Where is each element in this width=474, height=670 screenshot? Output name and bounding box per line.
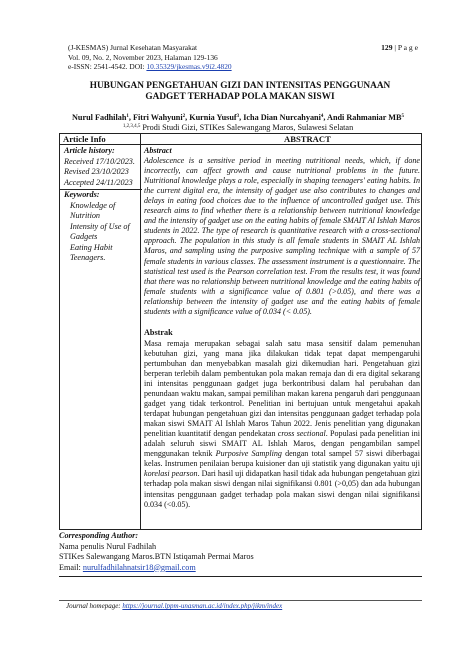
journal-volume: Vol. 09, No. 2, November 2023, Halaman 129-136: [68, 52, 218, 62]
author-4: , Icha Dian Nurcahyani: [239, 113, 321, 122]
journal-name: (J-KESMAS) Jurnal Kesehatan Masyarakat: [68, 43, 198, 52]
abstrak-italic-3: korelasi pearson: [144, 469, 198, 479]
keywords-label: Keywords:: [64, 190, 100, 199]
corresponding-institution: STIKes Salewangang Maros.BTN Istiqamah Permai Maros: [59, 552, 254, 561]
article-info-column: [64, 146, 138, 264]
author-2-sup: 2: [182, 114, 186, 119]
keyword-item: Eating Habit: [70, 242, 113, 252]
doi-link[interactable]: 10.35329/jkesmas.v9i2.4820: [146, 62, 232, 72]
abstrak-part-4: . Dari hasil uji didapatkan hasil tidak ada hubungan pengetahuan gizi terhadap pola makan siswi dengan nilai signifikansi 0.801 (>0,05) dan ada hubungan intensitas penggunaan gadget terhadap pola makan siswi dengan nilai signifikansi 0.034 (<0.05).: [144, 469, 420, 509]
homepage-label: Journal homepage:: [66, 602, 123, 610]
abstrak-part-2: . Populasi pada penelitian ini adalah seluruh siswi SMAIT AL Ishlah Maros, dengan pengambilan sampel menggunakan teknik: [144, 429, 420, 459]
affiliation-sup: 1,2,3,4,5: [122, 124, 141, 129]
article-title: [60, 81, 420, 103]
column-divider: [140, 134, 141, 529]
author-5-sup: 5: [401, 114, 404, 119]
author-1-sup: 1: [126, 114, 129, 119]
issn-doi-line: [68, 62, 232, 72]
email-link[interactable]: nurulfadhilahnatsir18@gmail.com: [82, 562, 196, 572]
page-number: [381, 43, 418, 52]
author-2: , Fitri Wahyuni: [128, 113, 183, 122]
history-label: Article history:: [64, 146, 115, 155]
title-line-2: GADGET TERHADAP POLA MAKAN SISWI: [145, 92, 335, 103]
author-5: , Andi Rahmaniar MB: [323, 113, 402, 122]
abstrak-italic-2: Purposive Sampling: [215, 449, 282, 459]
journal-header: [68, 43, 232, 72]
corresponding-author: [59, 531, 422, 573]
homepage-link[interactable]: https://journal.lppm-unasman.ac.id/index.php/jikm/index: [122, 602, 283, 610]
revised-date: Revised 23/10/2023: [64, 167, 129, 176]
keyword-item: Intensity of Use of: [70, 221, 130, 231]
page-number-value: 129: [381, 43, 393, 52]
abstrak-italic-1: cross sectional: [277, 429, 326, 439]
author-4-sup: 4: [320, 114, 324, 119]
abstract-label: Abstract: [144, 146, 172, 155]
abstrak-text: [144, 339, 420, 510]
abstract-text: Adolescence is a sensitive period in meeting nutritional needs, which, if done incorrectly, can affect growth and cause nutritional problems in the future. Nutritional knowledge plays a role, especially in shaping teenagers' eating habits. In the current digital era, the intensity of gadget use also contributes to changes and delays in eating food choices due to the influence of uncontrolled gadget use. This research aims to find whether there is a relationship between nutritional knowledge and the intensity of gadget use on the eating habits of female SMAIT Al Ishlah Maros students in 2022. The type of research is quantitative research with a cross-sectional approach. The population in this study is all female students in SMAIT AL Ishlah Maros, and sampling using the purposive sampling technique with a sample of 57 female students in various classes. The assessment instrument is a questionnaire. The statistical test used is the Pearson correlation test. From the results test, it was found that there was no relationship between nutritional knowledge and the eating habits of female students with a significance value of 0.801 (>0.05), and there was a relationship between the intensity of gadget use and the eating habits of female students with a significance value of 0.034 (< 0.05).: [144, 156, 420, 316]
corresponding-email-line: [59, 563, 422, 574]
abstrak-label: Abstrak: [144, 327, 173, 337]
author-3-sup: 3: [236, 114, 240, 119]
abstrak-part-1: Masa remaja merupakan sebagai salah satu masa sensitif dalam pemenuhan kebutuhan gizi, yang mana jika dilakukan tidak tepat dapat mempengaruhi pertumbuhan dan menyebabkan masalah gizi dikemudian hari. Pengetahuan gizi berperan terlebih dalam pembentukan pola makan remaja dan di era digital sekarang ini intensitas penggunaan gadget juga berkontribusi dalam hal perubahan dan penundaan waktu makan, sampai pemilihan makan karena pengaruh dari penggunaan gadget yang tidak terkontrol. Penelitian ini bertujuan untuk mengetahui apakah terdapat hubungan pengetahuan gizi dan intensitas penggunaan gadget terhadap pola makan siswi SMAIT Al Ishlah Maros Tahun 2022. Jenis penelitian yang digunakan penelitian kuantitatif dengan pendekatan: [144, 338, 420, 439]
issn-text: e-ISSN: 2541-4542. DOI:: [68, 62, 147, 72]
abstrak-part-3: dengan total sampel 57 siswi diberbagai kelas. Instrumen penilaian berupa kuisioner dan uji statistik yang digunakan yaitu uji: [144, 449, 420, 469]
abstract-column: [144, 146, 420, 510]
corresponding-divider: [59, 576, 422, 577]
article-info-header: Article Info: [63, 134, 106, 144]
table-header: [60, 134, 421, 145]
abstract-header: ABSTRACT: [284, 134, 331, 144]
keyword-item: Nutrition: [70, 211, 101, 220]
author-1: Nurul Fadhilah: [72, 113, 127, 122]
keyword-item: Gadgets: [70, 232, 98, 241]
email-label: Email:: [59, 562, 83, 572]
article-info-table: [59, 133, 422, 530]
author-list: [56, 113, 420, 122]
footer-divider: [59, 600, 422, 601]
accepted-date: Accepted 24/11/2023: [64, 177, 133, 187]
affiliation: [56, 123, 420, 132]
page-suffix: | P a g e: [392, 43, 418, 52]
keyword-item: Knowledge of: [70, 200, 116, 210]
title-line-1: HUBUNGAN PENGETAHUAN GIZI DAN INTENSITAS PENGGUNAAN: [89, 81, 391, 91]
corresponding-label: Corresponding Author:: [59, 531, 139, 540]
received-date: Received 17/10/2023.: [64, 156, 135, 166]
author-3: , Kurnia Yusuf: [185, 113, 237, 122]
keyword-item: Teenagers.: [70, 253, 106, 262]
journal-footer: [66, 602, 282, 610]
corresponding-name: Nama penulis Nurul Fadhilah: [59, 541, 157, 551]
affiliation-text: Prodi Studi Gizi, STIKes Salewangang Maros, Sulawesi Selatan: [140, 123, 354, 132]
